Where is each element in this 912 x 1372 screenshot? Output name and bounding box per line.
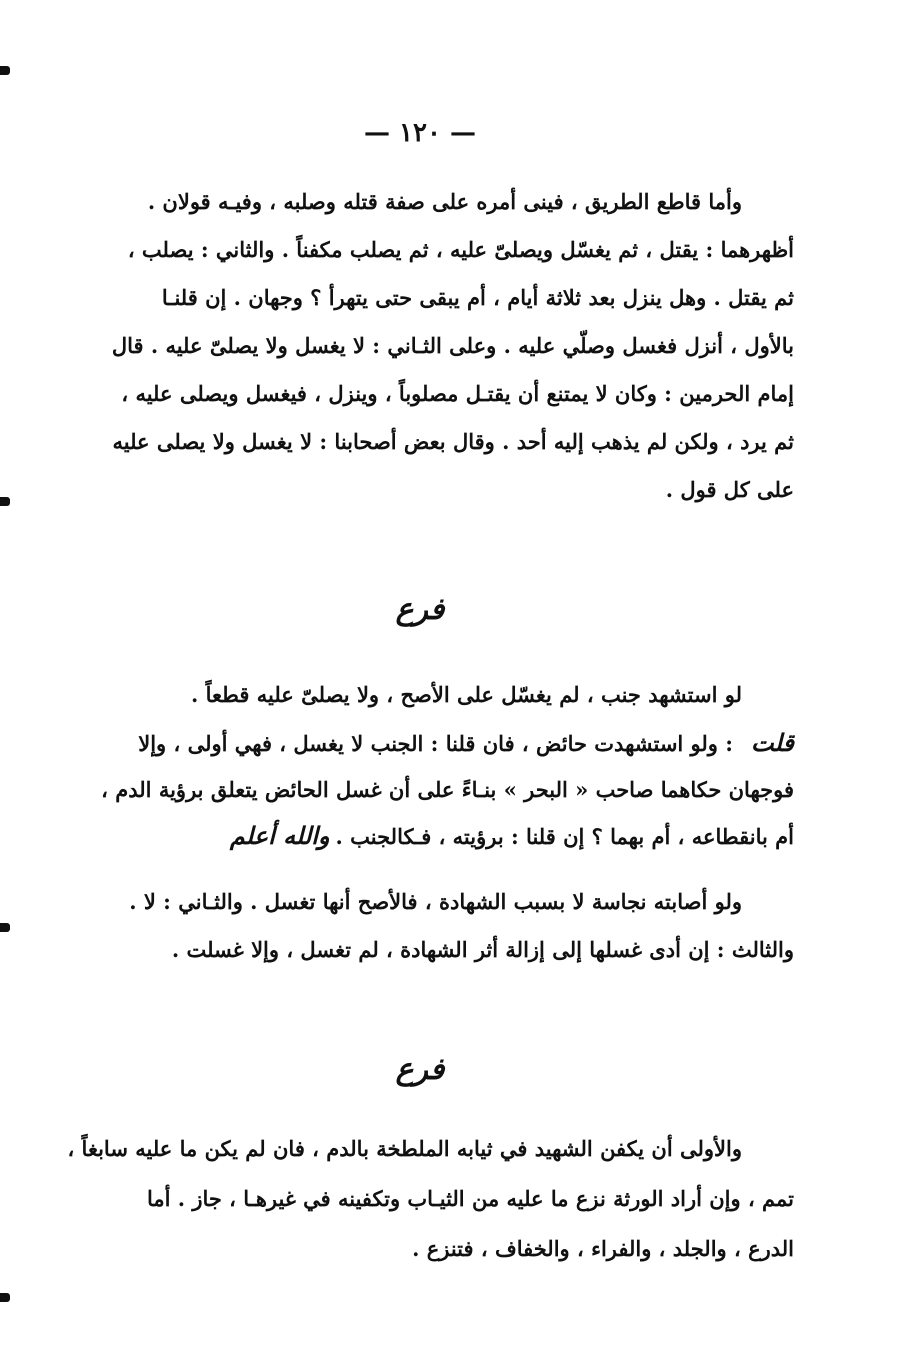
text-line: الدرع ، والجلد ، والفراء ، والخفاف ، فتنزع . xyxy=(412,1236,794,1261)
text-line xyxy=(56,813,794,860)
paragraph-shrouding xyxy=(56,1124,794,1274)
scan-edge-mark xyxy=(0,497,10,506)
text-line: والأولى أن يكفن الشهيد في ثيابه الملطخة بالدم ، فان لم يكن ما عليه سابغاً ، xyxy=(67,1136,742,1161)
scan-edge-mark xyxy=(0,923,10,932)
text-fragment: : ولو استشهدت حائض ، فان قلنا : الجنب لا يغسل ، فهي أولى ، وإلا xyxy=(138,731,734,756)
paragraph-highway-robber xyxy=(56,178,794,514)
paragraph-impurity xyxy=(56,878,794,974)
text-line: وأما قاطع الطريق ، فينى أمره على صفة قتله وصلبه ، وفيـه قولان . xyxy=(147,189,742,214)
text-line: على كل قول . xyxy=(665,477,794,502)
qult-label: قلت xyxy=(751,728,794,757)
scan-edge-mark xyxy=(0,1293,10,1302)
text-line: بالأول ، أنزل فغسل وصلّي عليه . وعلى الثـاني : لا يغسل ولا يصلىّ عليه . قال xyxy=(111,333,794,358)
text-line xyxy=(56,720,794,767)
text-line: فوجهان حكاهما صاحب « البحر » بنـاءً على أن غسل الحائض يتعلق برؤية الدم ، xyxy=(101,777,794,802)
text-line: ثم يرد ، ولكن لم يذهب إليه أحد . وقال بعض أصحابنا : لا يغسل ولا يصلى عليه xyxy=(112,429,794,454)
text-line: ثم يقتل . وهل ينزل بعد ثلاثة أيام ، أم يبقى حتى يتهرأ ؟ وجهان . إن قلنـا xyxy=(161,285,794,310)
text-line: والثالث : إن أدى غسلها إلى إزالة أثر الشهادة ، لم تغسل ، وإلا غسلت . xyxy=(171,937,794,962)
text-line: ولو أصابته نجاسة لا بسبب الشهادة ، فالأصح أنها تغسل . والثـاني : لا . xyxy=(129,889,742,914)
text-line: تمم ، وإن أراد الورثة نزع ما عليه من الثيـاب وتكفينه في غيرهـا ، جاز . أما xyxy=(146,1186,794,1211)
text-fragment: أم بانقطاعه ، أم بهما ؟ إن قلنا : برؤيته ، فـكالجنب . xyxy=(335,824,794,849)
section-heading: فرع xyxy=(395,1052,445,1087)
text-line: إمام الحرمين : وكان لا يمتنع أن يقتـل مصلوباً ، وينزل ، فيغسل ويصلى عليه ، xyxy=(121,381,794,406)
scan-edge-mark xyxy=(0,66,10,75)
page-number: — ١٢٠ — xyxy=(363,118,477,148)
section-heading: فرع xyxy=(395,592,445,627)
text-line: لو استشهد جنب ، لم يغسّل على الأصح ، ولا يصلىّ عليه قطعاً . xyxy=(191,682,742,707)
paragraph-martyr-junub xyxy=(56,672,794,718)
closing-formula: والله أعلم xyxy=(229,821,330,850)
text-line: أظهرهما : يقتل ، ثم يغسّل ويصلىّ عليه ، ثم يصلب مكفناً . والثاني : يصلب ، xyxy=(127,237,794,262)
paragraph-qult-note xyxy=(56,720,794,860)
